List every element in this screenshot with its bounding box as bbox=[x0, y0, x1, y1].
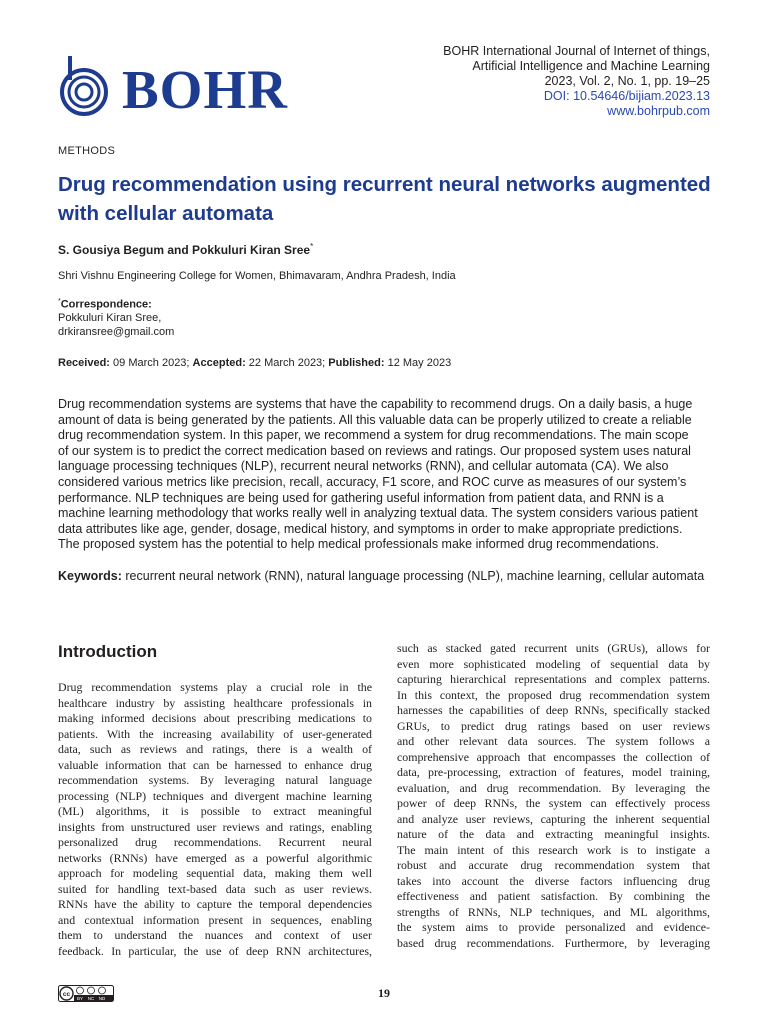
received-label: Received: bbox=[58, 357, 110, 369]
section-heading-introduction: Introduction bbox=[58, 642, 158, 661]
body-line: healthcare industry by assisting healthcare professionals in bbox=[58, 695, 372, 710]
abstract-line: data attributes like age, gender, dosage, medical history, and symptoms in order to make appropriate predictions. bbox=[58, 521, 683, 536]
body-line: them to understand the nuances and context of user bbox=[58, 928, 372, 942]
keywords-text: recurrent neural network (RNN), natural language processing (NLP), machine learning, cellular automata bbox=[125, 569, 705, 583]
body-line: power of deep RNNs, the system can effectively process bbox=[397, 796, 710, 810]
abstract-line: The proposed system has the potential to help medical professionals make informed drug recommendations. bbox=[58, 537, 660, 552]
abstract-line: language processing techniques (NLP), recurrent neural networks (RNN), and cellular automata (CA). We also bbox=[58, 459, 669, 474]
accepted-label: Accepted: bbox=[192, 357, 246, 369]
journal-line: 2023, Vol. 2, No. 1, pp. 19–25 bbox=[544, 74, 710, 88]
body-line: nature of the data and extracting meaningful insights. bbox=[397, 827, 710, 841]
accepted-date: 22 March 2023; bbox=[248, 357, 326, 369]
body-line: and analyze user reviews, capturing the inherent sequential bbox=[397, 811, 710, 826]
correspondence-label: Correspondence: bbox=[60, 298, 152, 311]
body-line: feedback. In particular, the use of deep RNN architectures, bbox=[58, 943, 372, 958]
abstract-line: machine learning methodology that works really well in analyzing textual data. The system considers various patient bbox=[58, 506, 698, 521]
abstract bbox=[58, 397, 710, 553]
logo-wordmark: BOHR bbox=[122, 59, 288, 120]
publisher-logo bbox=[58, 52, 288, 120]
abstract-line: drug recommendation system. In this paper, we recommend a system for drug recommendations. The main scope bbox=[58, 428, 689, 443]
body-line: personalized drug recommendations. Recurrent neural bbox=[58, 835, 372, 849]
correspondence-mark: * bbox=[58, 298, 61, 305]
correspondence-email[interactable]: drkiransree@gmail.com bbox=[58, 325, 175, 338]
body-line: (ML) algorithms, it is possible to extract meaningful bbox=[58, 804, 372, 818]
body-line: In this context, the proposed drug recommendation system bbox=[397, 687, 710, 702]
section-label: METHODS bbox=[58, 145, 116, 157]
body-line: networks (RNNs) have emerged as a powerful algorithmic bbox=[58, 850, 372, 865]
abstract-line: amount of data is being generated by the patients. All this valuable data can be properly utilized to create a reliable bbox=[58, 412, 692, 427]
by-letters: BY bbox=[76, 996, 84, 1001]
body-line: insights from unstructured user reviews and ratings, enabling bbox=[58, 819, 372, 834]
authors-text: S. Gousiya Begum and Pokkuluri Kiran Sree bbox=[58, 243, 311, 257]
body-line: patients. With the increasing availability of user-generated bbox=[58, 726, 372, 741]
journal-line: Artificial Intelligence and Machine Learning bbox=[472, 59, 710, 73]
author-mark: * bbox=[310, 242, 314, 251]
body-line: evaluation, and drug recommendation. By leveraging the bbox=[397, 780, 710, 795]
body-line: such as stacked gated recurrent units (GRUs), allows for bbox=[397, 641, 710, 655]
body-line: processing (NLP) techniques and divergent machine learning bbox=[58, 788, 372, 803]
body-line: even more sophisticated modeling of sequential data by bbox=[397, 656, 710, 671]
nd-letters: ND bbox=[98, 996, 106, 1001]
keywords-label: Keywords: bbox=[58, 569, 122, 583]
body-line: suited for handling text-based data such as user reviews. bbox=[58, 881, 372, 896]
published-date: 12 May 2023 bbox=[387, 357, 452, 369]
body-line: based drug recommendations. Furthermore, by leveraging bbox=[397, 935, 710, 950]
page-number: 19 bbox=[378, 986, 390, 1000]
body-line: the system aims to provide personalized and evidence- bbox=[397, 920, 710, 934]
doi-link[interactable]: DOI: 10.54646/bijiam.2023.13 bbox=[543, 89, 710, 103]
body-column-left bbox=[58, 680, 372, 959]
website-link[interactable]: www.bohrpub.com bbox=[607, 104, 710, 118]
journal-info bbox=[330, 44, 710, 119]
body-line: capturing hierarchical representations and complex patterns. bbox=[397, 672, 710, 686]
body-line: valuable information that can be harnessed to enhance drug bbox=[58, 757, 372, 772]
body-line: recommendation systems. By leveraging natural language bbox=[58, 773, 372, 787]
article-title: Drug recommendation using recurrent neural networks augmented with cellular automata bbox=[58, 173, 711, 225]
body-line: approach for modeling sequential data, making them well bbox=[58, 866, 372, 880]
keywords bbox=[58, 569, 710, 585]
correspondence-block bbox=[58, 295, 174, 339]
bohr-logo-mark-icon bbox=[58, 52, 118, 118]
body-line: GRUs, to predict drug ratings based on user reviews bbox=[397, 718, 710, 733]
body-line: data, such as reviews and ratings, there is a wealth of bbox=[58, 742, 372, 756]
body-column-right bbox=[397, 641, 710, 951]
body-line: making informed decisions about prescribing medications to bbox=[58, 711, 372, 725]
affiliation: Shri Vishnu Engineering College for Women, Bhimavaram, Andhra Pradesh, India bbox=[58, 270, 456, 282]
received-date: 09 March 2023; bbox=[113, 357, 190, 369]
correspondence-name: Pokkuluri Kiran Sree, bbox=[58, 312, 162, 325]
body-line: data, pre-processing, extraction of features, model training, bbox=[397, 765, 710, 779]
abstract-line: Drug recommendation systems are systems that have the capability to recommend drugs. On a daily basis, a huge bbox=[58, 397, 693, 411]
abstract-line: performance. NLP techniques are being used for gathering useful information from patient data, and RNN is a bbox=[58, 490, 664, 505]
body-line: RNNs have the ability to capture the temporal dependencies bbox=[58, 897, 372, 911]
body-line: The main intent of this research work is to instigate a bbox=[397, 842, 710, 857]
body-line: and other relevant data sources. The system follows a bbox=[397, 734, 710, 748]
body-line: Drug recommendation systems play a crucial role in the bbox=[58, 680, 372, 694]
author-list bbox=[58, 242, 313, 257]
published-label: Published: bbox=[328, 357, 385, 369]
nc-letters: NC bbox=[87, 996, 95, 1001]
abstract-line: of our system is to predict the correct medication based on reviews and ratings. Our proposed system uses natural bbox=[58, 443, 691, 458]
publication-dates bbox=[58, 357, 451, 369]
body-line: and contextual information present in sequences, enabling bbox=[58, 912, 372, 927]
body-line: effectiveness and patient satisfaction. By combining the bbox=[397, 889, 710, 903]
body-line: takes into account the diverse factors influencing drug bbox=[397, 873, 710, 888]
body-line: robust and accurate drug recommendation system that bbox=[397, 858, 710, 872]
cc-letters: cc bbox=[62, 991, 71, 998]
abstract-line: considered various metrics like precision, recall, accuracy, F1 score, and ROC curve as measures of our system’s bbox=[58, 474, 687, 489]
body-line: strengths of RNNs, NLP techniques, and ML algorithms, bbox=[397, 904, 710, 919]
journal-line: BOHR International Journal of Internet of things, bbox=[443, 44, 710, 58]
body-line: comprehensive approach that encompasses the collection of bbox=[397, 749, 710, 764]
body-line: harnesses the capabilities of deep RNNs, specifically stacked bbox=[397, 703, 710, 717]
